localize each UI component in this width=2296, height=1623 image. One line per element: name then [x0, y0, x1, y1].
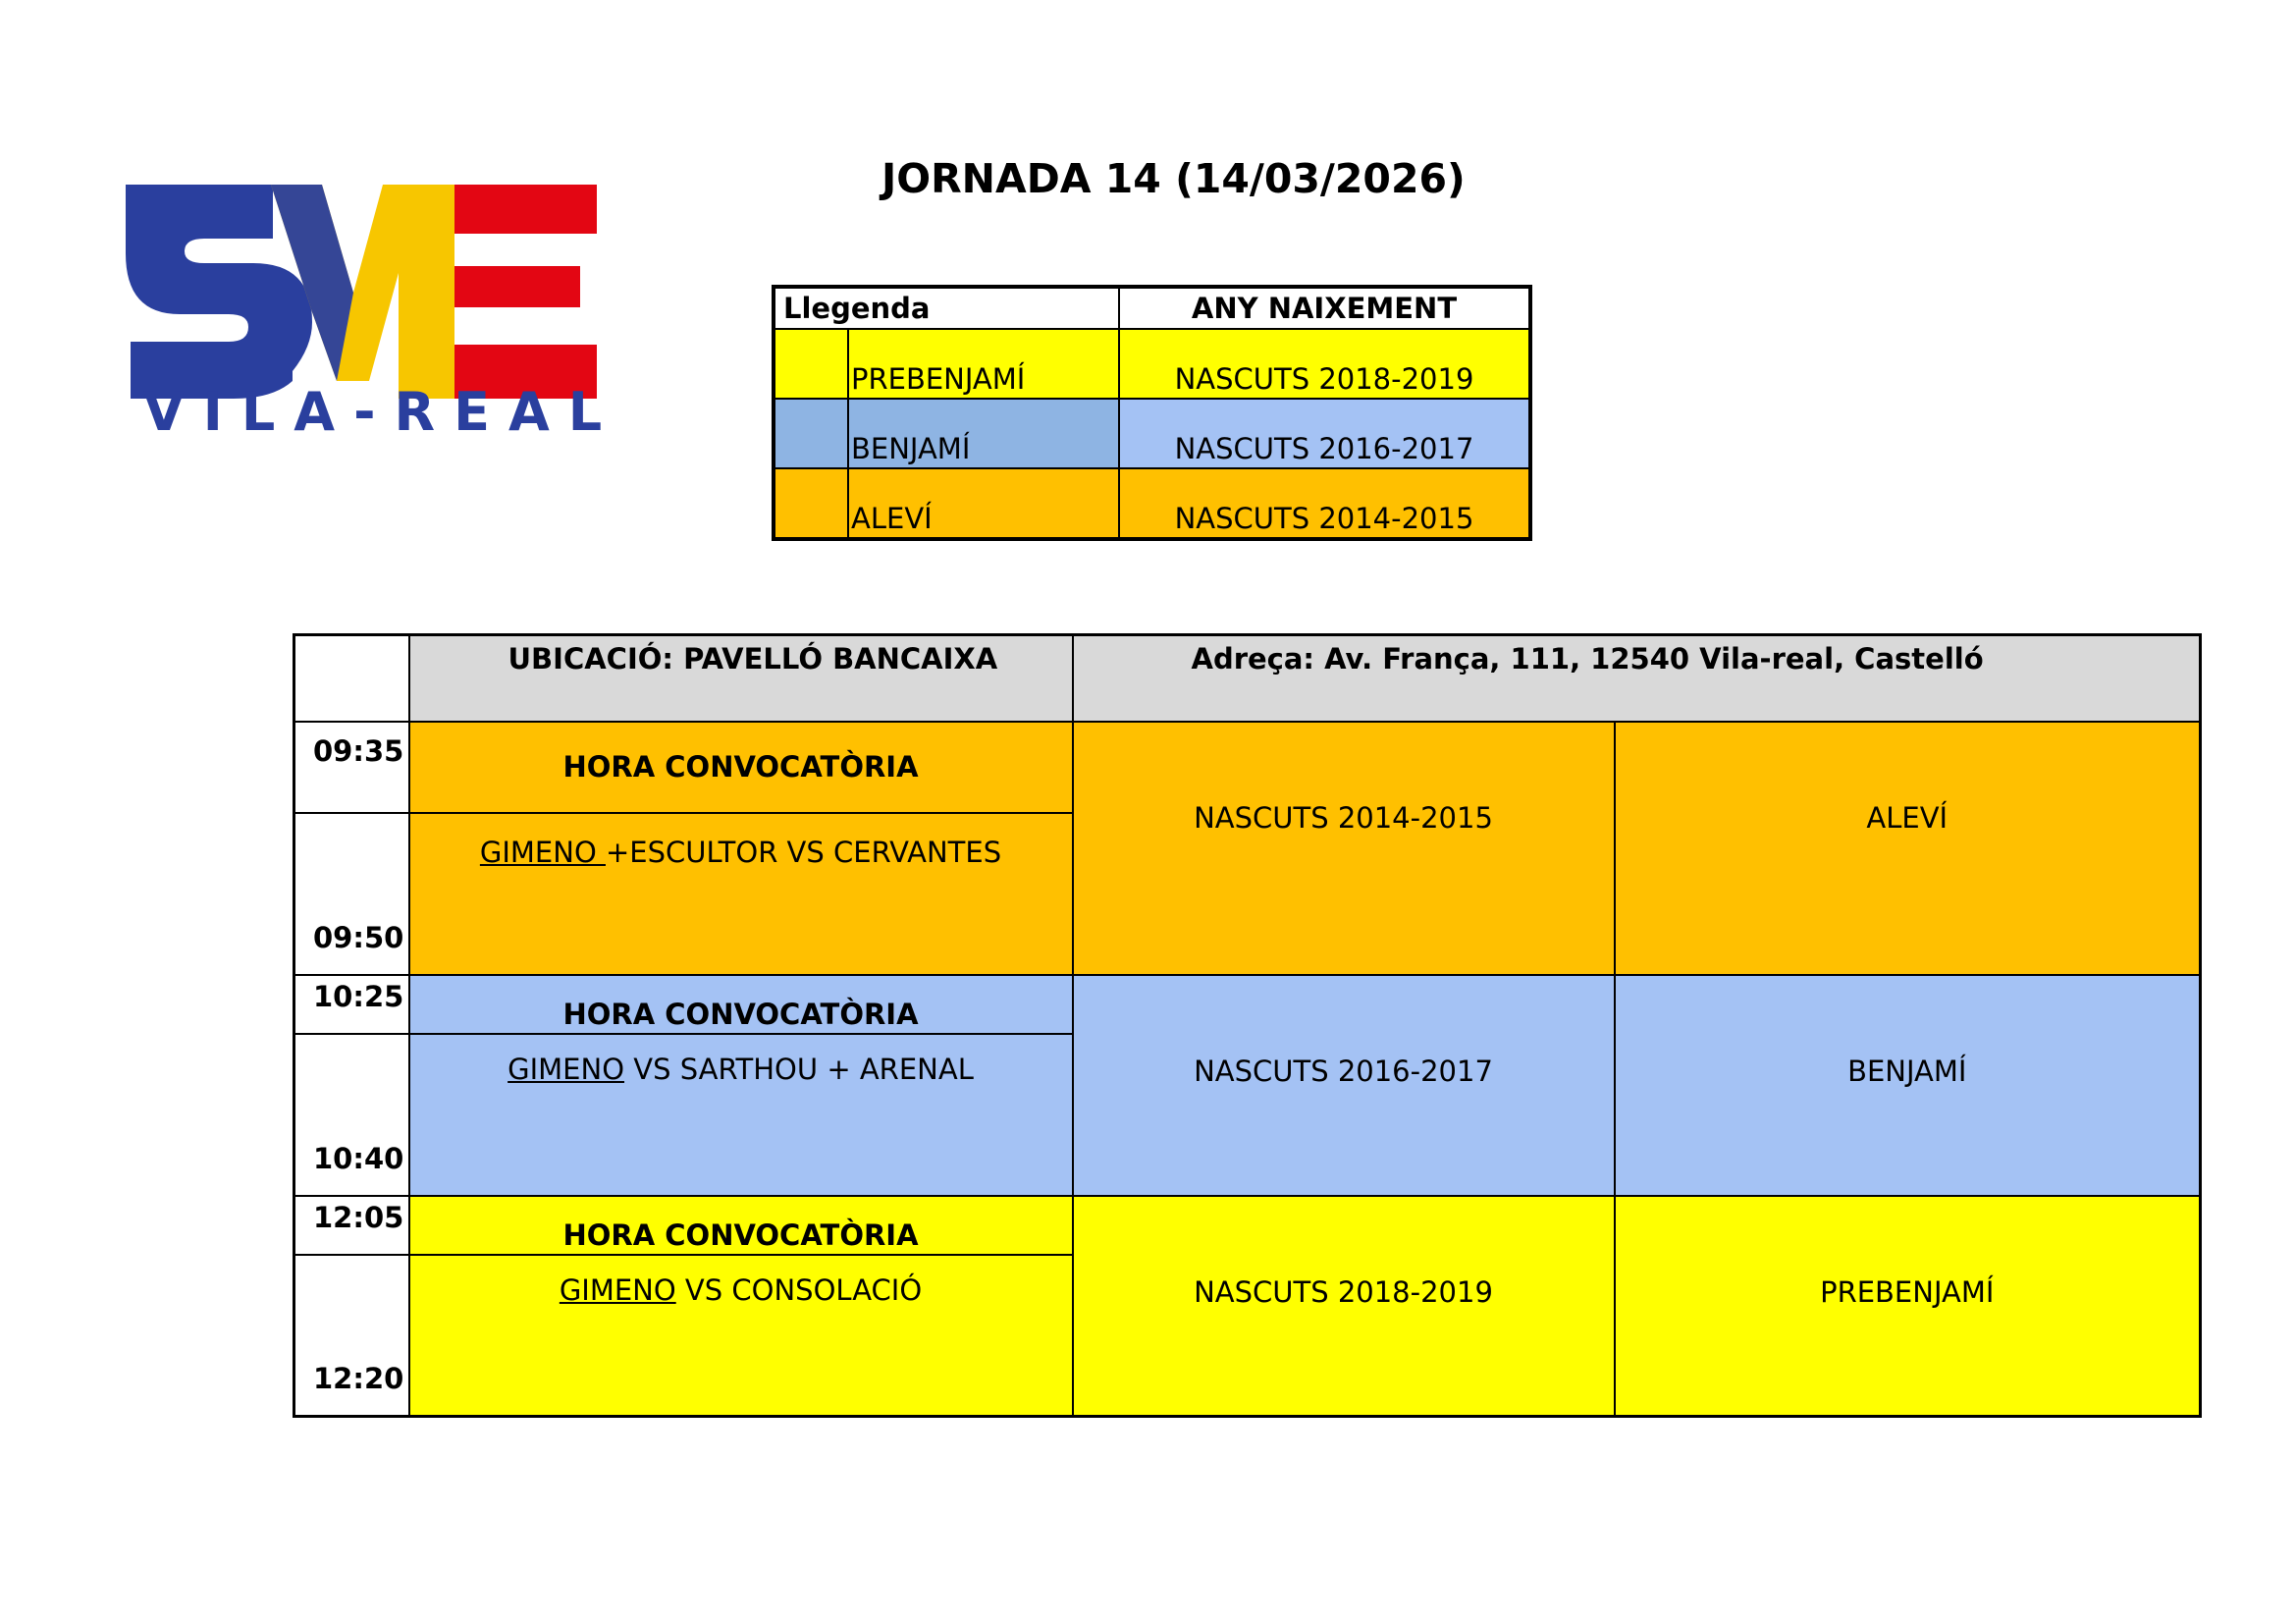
- match-time: 09:50: [294, 813, 409, 975]
- sme-logo: [126, 185, 621, 443]
- birth-years: NASCUTS 2014-2015: [1073, 722, 1615, 975]
- location-label: UBICACIÓ: PAVELLÓ BANCAIXA: [409, 635, 1073, 722]
- team-name: GIMENO: [479, 835, 606, 869]
- address-label: Adreça: Av. França, 111, 12540 Vila-real, Castelló: [1073, 635, 2201, 722]
- match-opponents: VS CONSOLACIÓ: [675, 1272, 923, 1307]
- schedule-table: [293, 633, 2202, 1418]
- birth-years: NASCUTS 2016-2017: [1073, 975, 1615, 1196]
- page-title: JORNADA 14 (14/03/2026): [881, 155, 1466, 202]
- legend-years: NASCUTS 2014-2015: [1119, 468, 1530, 539]
- logo-e-shape: [454, 185, 597, 399]
- legend-header-row: [774, 287, 1530, 329]
- match-time: 12:20: [294, 1255, 409, 1417]
- schedule-header-row: [294, 635, 2201, 722]
- legend-swatch: [774, 468, 848, 539]
- match-cell: [409, 813, 1073, 975]
- legend-category: ALEVÍ: [848, 468, 1119, 539]
- legend-header-years: ANY NAIXEMENT: [1119, 287, 1530, 329]
- call-time: 12:05: [294, 1196, 409, 1255]
- logo-text: VILA-REAL: [143, 381, 621, 443]
- legend-category: PREBENJAMÍ: [848, 329, 1119, 399]
- legend-years: NASCUTS 2016-2017: [1119, 399, 1530, 468]
- call-label: HORA CONVOCATÒRIA: [409, 975, 1073, 1034]
- legend-years: NASCUTS 2018-2019: [1119, 329, 1530, 399]
- call-label: HORA CONVOCATÒRIA: [409, 722, 1073, 813]
- category: BENJAMÍ: [1615, 975, 2201, 1196]
- match-cell: [409, 1034, 1073, 1196]
- header-empty-cell: [294, 635, 409, 722]
- legend-swatch: [774, 399, 848, 468]
- birth-years: NASCUTS 2018-2019: [1073, 1196, 1615, 1417]
- team-name: GIMENO: [507, 1052, 625, 1086]
- call-time: 09:35: [294, 722, 409, 813]
- call-label: HORA CONVOCATÒRIA: [409, 1196, 1073, 1255]
- team-name: GIMENO: [559, 1272, 676, 1307]
- schedule-row: [294, 975, 2201, 1034]
- legend-swatch: [774, 329, 848, 399]
- legend-header-label: Llegenda: [774, 287, 1119, 329]
- match-opponents: VS SARTHOU + ARENAL: [624, 1052, 974, 1086]
- match-opponents: +ESCULTOR VS CERVANTES: [605, 835, 1002, 869]
- legend-row: [774, 468, 1530, 539]
- match-cell: [409, 1255, 1073, 1417]
- schedule-row: [294, 722, 2201, 813]
- match-time: 10:40: [294, 1034, 409, 1196]
- legend-row: [774, 329, 1530, 399]
- schedule-row: [294, 1196, 2201, 1255]
- legend-table: [772, 285, 1532, 541]
- category: ALEVÍ: [1615, 722, 2201, 975]
- legend-row: [774, 399, 1530, 468]
- legend-category: BENJAMÍ: [848, 399, 1119, 468]
- category: PREBENJAMÍ: [1615, 1196, 2201, 1417]
- call-time: 10:25: [294, 975, 409, 1034]
